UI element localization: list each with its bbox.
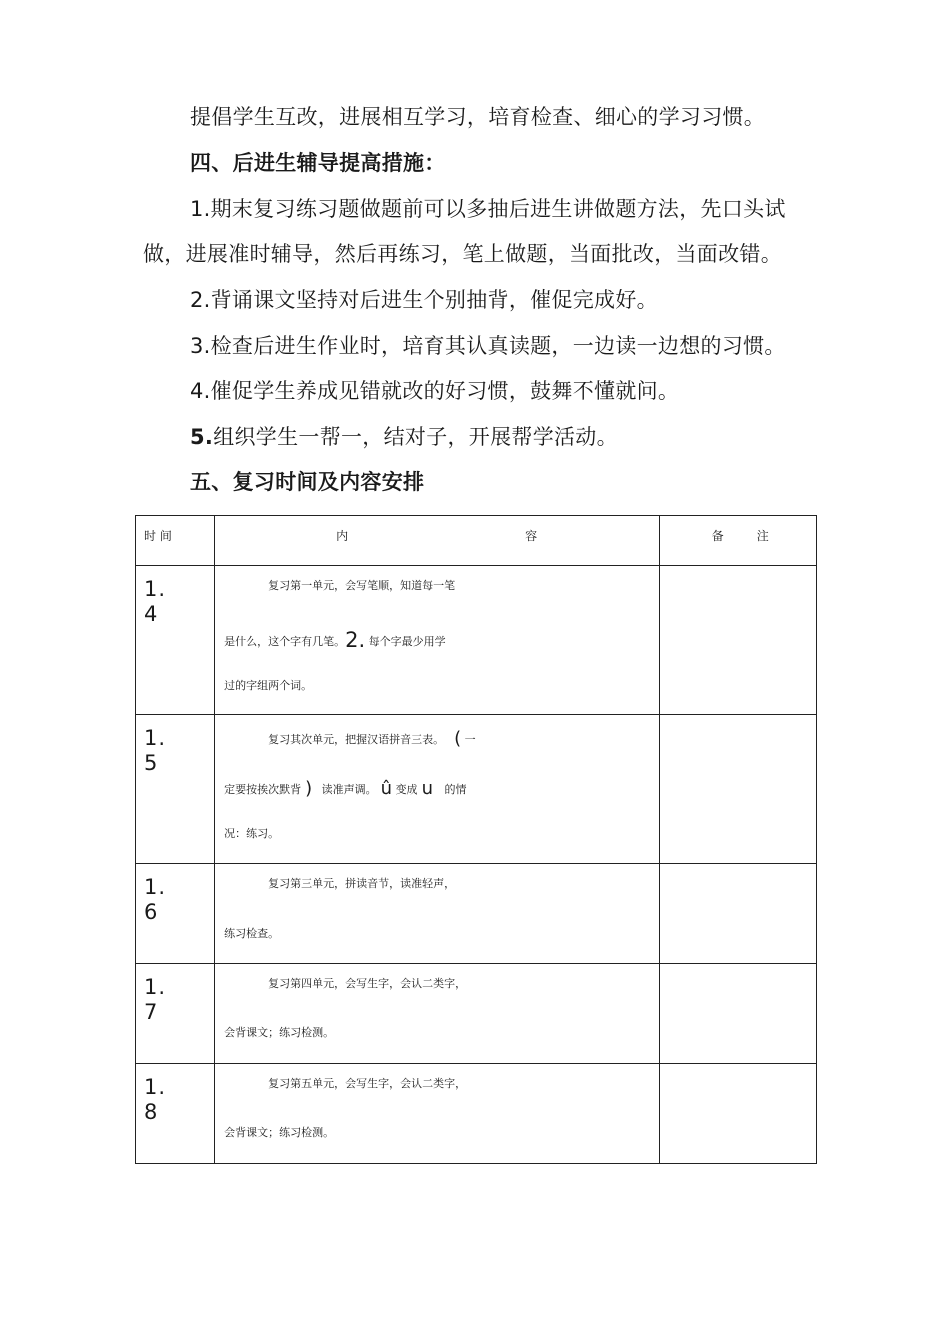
header-time: 时 间 [136, 516, 215, 566]
table-header-row [136, 516, 817, 566]
section-heading-5: 五、复习时间及内容安排 [190, 470, 425, 494]
content-cell: 复习第一单元，会写笔顺，知道每一笔 是什么，这个字有几笔。2. 每个字最少用学 过的字组两个词。 [215, 566, 660, 715]
date-cell: 1. 6 [136, 864, 215, 964]
table-row [136, 715, 817, 864]
table-row [136, 1064, 817, 1164]
date-cell: 1. 5 [136, 715, 215, 864]
note-cell [659, 715, 816, 864]
header-note-char-2: 注 [756, 529, 769, 543]
header-content-char-2: 容 [525, 529, 538, 543]
note-cell [659, 566, 816, 715]
paragraph-peer-review: 提倡学生互改，进展相互学习，培育检查、细心的学习习惯。 [190, 105, 766, 129]
list-item-1-line2: 做，进展准时辅导，然后再练习，笔上做题，当面批改，当面改错。 [143, 242, 782, 266]
content-cell: 复习其次单元，把握汉语拼音三表。 ( 一 定要按挨次默背 ) 读准声调。 û 变成 u 的情 况：练习。 [215, 715, 660, 864]
date-cell: 1. 7 [136, 964, 215, 1064]
table-row [136, 864, 817, 964]
list-item-3: 3.检查后进生作业时，培育其认真读题，一边读一边想的习惯。 [190, 334, 786, 358]
list-item-2: 2.背诵课文坚持对后进生个别抽背，催促完成好。 [190, 288, 658, 312]
table-row [136, 566, 817, 715]
date-cell: 1. 8 [136, 1064, 215, 1164]
table-row [136, 964, 817, 1064]
content-cell: 复习第五单元，会写生字，会认二类字， 会背课文；练习检测。 [215, 1064, 660, 1164]
header-content-char-1: 内 [336, 529, 349, 543]
list-item-1-line1: 1.期末复习练习题做题前可以多抽后进生讲做题方法，先口头试 [190, 197, 786, 221]
content-cell: 复习第四单元，会写生字，会认二类字， 会背课文；练习检测。 [215, 964, 660, 1064]
header-note-char-1: 备 [711, 529, 724, 543]
note-cell [659, 864, 816, 964]
list-item-4: 4.催促学生养成见错就改的好习惯，鼓舞不懂就问。 [190, 379, 680, 403]
date-cell: 1. 4 [136, 566, 215, 715]
content-cell: 复习第三单元，拼读音节，读准轻声， 练习检查。 [215, 864, 660, 964]
note-cell [659, 1064, 816, 1164]
section-heading-4: 四、后进生辅导提高措施： [190, 151, 446, 175]
header-content [215, 516, 660, 566]
note-cell [659, 964, 816, 1064]
list-item-5 [190, 422, 618, 452]
list-item-5-text: 组织学生一帮一，结对子，开展帮学活动。 [213, 425, 618, 449]
review-schedule-table [135, 515, 817, 1164]
list-item-5-number: 5. [190, 425, 214, 449]
header-note [659, 516, 816, 566]
